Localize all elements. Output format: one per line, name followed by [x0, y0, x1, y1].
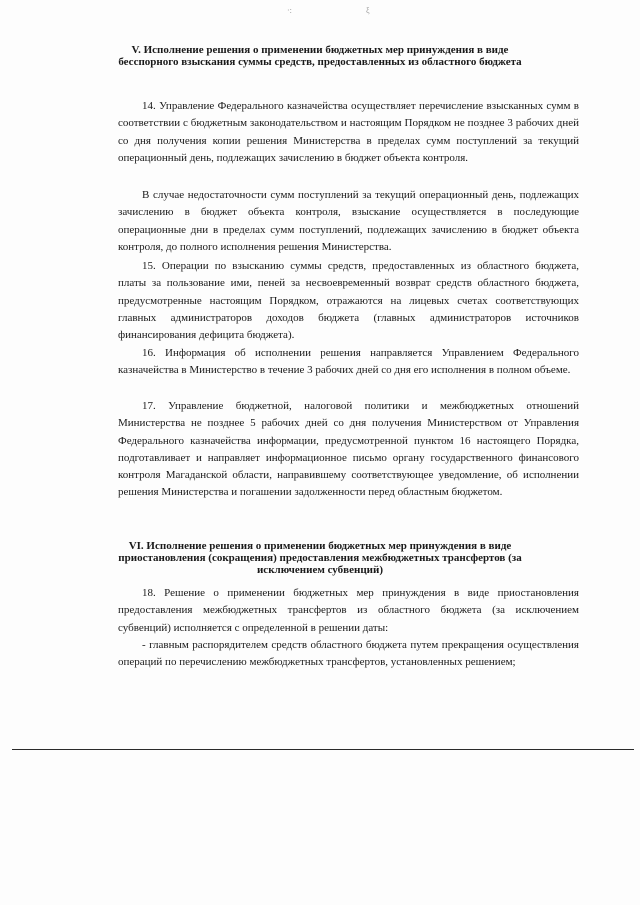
- paragraph-14: 14. Управление Федерального казначейства осуществляет перечисление взысканных сумм в соответствии с бюджетным законодательством и настоящим Порядком не позднее 3 рабочих дней со дня получения копии решения Министерства в пределах сумм поступлений за текущий операционный день, подлежащих зачислению в бюджет объекта контроля.: [118, 100, 579, 164]
- section-5-heading: V. Исполнение решения о применении бюджетных мер принуждения в виде бесспорного взыскания суммы средств, предоставленных из областного бюджета: [118, 44, 522, 68]
- paragraph-15: 15. Операции по взысканию суммы средств, предоставленных из областного бюджета, платы за пользование ими, пеней за несвоевременный возврат средств областного бюджета, предусмотренные настоящим Порядком, отражаются на лицевых счетах соответствующих главных администраторов доходов бюджета (главных администраторов источников финансирования дефицита бюджета).: [118, 260, 579, 342]
- scan-mark-left: ·:: [287, 6, 292, 15]
- page-bottom-rule: [12, 749, 634, 750]
- paragraph-14-continuation: В случае недостаточности сумм поступлений за текущий операционный день, подлежащих зачислению в бюджет объекта контроля, взыскание осуществляется в последующие операционные дни в пределах сумм поступлений, подлежащих зачислению в бюджет объекта контроля, до полного исполнения решения Министерства.: [118, 189, 579, 253]
- section-6-heading: VI. Исполнение решения о применении бюджетных мер принуждения в виде приостановления (сокращения) предоставления межбюджетных трансфертов (за исключением субвенций): [118, 540, 522, 576]
- paragraph-17: 17. Управление бюджетной, налоговой политики и межбюджетных отношений Министерства не позднее 5 рабочих дней со дня получения Министерством от Управления Федерального казначейства информации, предусмотренной пунктом 16 настоящего Порядка, подготавливает и направляет информационное письмо органу государственного финансового контроля Магаданской области, направившему соответствующее уведомление, об исполнении решения Министерства и погашении задолженности перед областным бюджетом.: [118, 400, 579, 499]
- paragraph-18: 18. Решение о применении бюджетных мер принуждения в виде приостановления предоставления межбюджетных трансфертов из областного бюджета (за исключением субвенций) исполняется с определенной в решении даты:: [118, 587, 579, 634]
- paragraph-16: 16. Информация об исполнении решения направляется Управлением Федерального казначейства в Министерство в течение 3 рабочих дней со дня его исполнения в полном объеме.: [118, 347, 579, 377]
- paragraph-18-item: - главным распорядителем средств областного бюджета путем прекращения осуществления операций по перечислению межбюджетных трансфертов, установленных решением;: [118, 639, 579, 669]
- scan-mark-right: ξ: [366, 6, 370, 15]
